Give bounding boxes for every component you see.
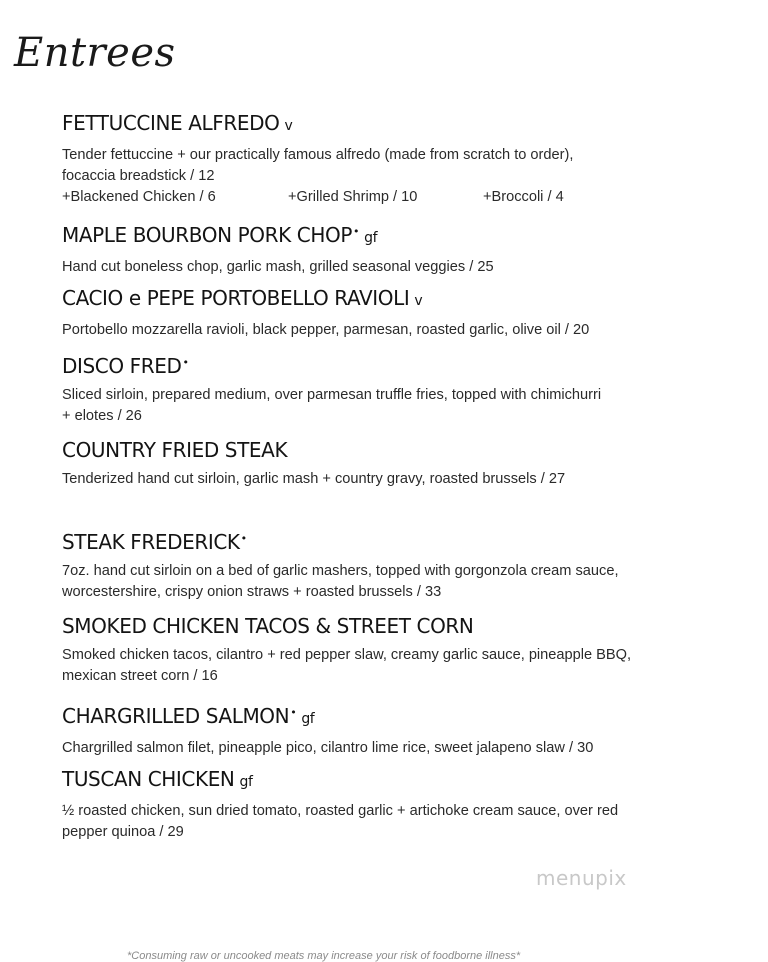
item-name	[62, 351, 702, 378]
item-name-text: SMOKED CHICKEN TACOS & STREET CORN	[62, 614, 474, 638]
watermark-logo: menupix	[536, 866, 627, 890]
menu-item-cacio-e-pepe-ravioli	[62, 286, 702, 341]
item-name-text: MAPLE BOURBON PORK CHOP	[62, 223, 352, 247]
item-description: Portobello mozzarella ravioli, black pepper, parmesan, roasted garlic, olive oil / 20	[62, 322, 590, 338]
item-description: Hand cut boneless chop, garlic mash, grilled seasonal veggies / 25	[62, 259, 494, 275]
page-title: Entrees	[14, 30, 176, 76]
item-name-text: CHARGRILLED SALMON	[62, 704, 290, 728]
addon-item: +Broccoli / 4	[483, 189, 564, 205]
item-name-text: TUSCAN CHICKEN	[62, 767, 235, 791]
dietary-tag: v	[414, 293, 423, 309]
item-name	[62, 111, 702, 138]
addon-item: +Blackened Chicken / 6	[62, 189, 216, 205]
item-description: 7oz. hand cut sirloin on a bed of garlic mashers, topped with gorgonzola cream sauce, worcestershire, crispy onion straws + roasted brussels / 33	[62, 563, 619, 600]
item-description: Chargrilled salmon filet, pineapple pico, cilantro lime rice, sweet jalapeno slaw / 30	[62, 740, 594, 756]
item-name	[62, 614, 702, 638]
raw-warning-marker: •	[240, 532, 247, 545]
menu-item-country-fried-steak	[62, 438, 702, 490]
raw-warning-marker: •	[353, 225, 360, 238]
item-name-text: COUNTRY FRIED STEAK	[62, 438, 288, 462]
raw-warning-marker: •	[182, 356, 189, 369]
menu-item-steak-frederick	[62, 527, 702, 603]
item-description: Smoked chicken tacos, cilantro + red pepper slaw, creamy garlic sauce, pineapple BBQ, mexican street corn / 16	[62, 647, 632, 684]
item-name-text: FETTUCCINE ALFREDO	[62, 111, 280, 135]
addon-list	[62, 187, 702, 208]
item-name	[62, 701, 702, 731]
item-name-text: DISCO FRED	[62, 354, 182, 378]
item-name-text: STEAK FREDERICK	[62, 530, 240, 554]
dietary-tag: gf	[301, 711, 315, 727]
menu-item-tuscan-chicken	[62, 767, 702, 843]
item-name	[62, 220, 702, 250]
item-description: Sliced sirloin, prepared medium, over parmesan truffle fries, topped with chimichurri + elotes / 26	[62, 387, 602, 424]
menu-item-fettuccine-alfredo	[62, 111, 702, 208]
item-description: Tender fettuccine + our practically famous alfredo (made from scratch to order), focaccia breadstick / 12	[62, 147, 574, 184]
item-name-text: CACIO e PEPE PORTOBELLO RAVIOLI	[62, 286, 410, 310]
menu-item-smoked-chicken-tacos	[62, 614, 702, 687]
dietary-tag: gf	[239, 774, 253, 790]
raw-warning-marker: •	[290, 706, 297, 719]
footnote: *Consuming raw or uncooked meats may increase your risk of foodborne illness*	[127, 950, 521, 962]
dietary-tag: v	[284, 118, 293, 134]
item-name	[62, 286, 702, 313]
menu-item-chargrilled-salmon	[62, 701, 702, 759]
item-description: ½ roasted chicken, sun dried tomato, roasted garlic + artichoke cream sauce, over red pepper quinoa / 29	[62, 803, 619, 840]
item-description: Tenderized hand cut sirloin, garlic mash + country gravy, roasted brussels / 27	[62, 471, 566, 487]
dietary-tag: gf	[364, 230, 378, 246]
item-name	[62, 438, 702, 462]
item-name	[62, 767, 702, 794]
item-name	[62, 527, 702, 554]
addon-item: +Grilled Shrimp / 10	[288, 189, 418, 205]
menu-item-disco-fred	[62, 351, 702, 427]
menu-item-maple-bourbon-pork-chop	[62, 220, 702, 278]
